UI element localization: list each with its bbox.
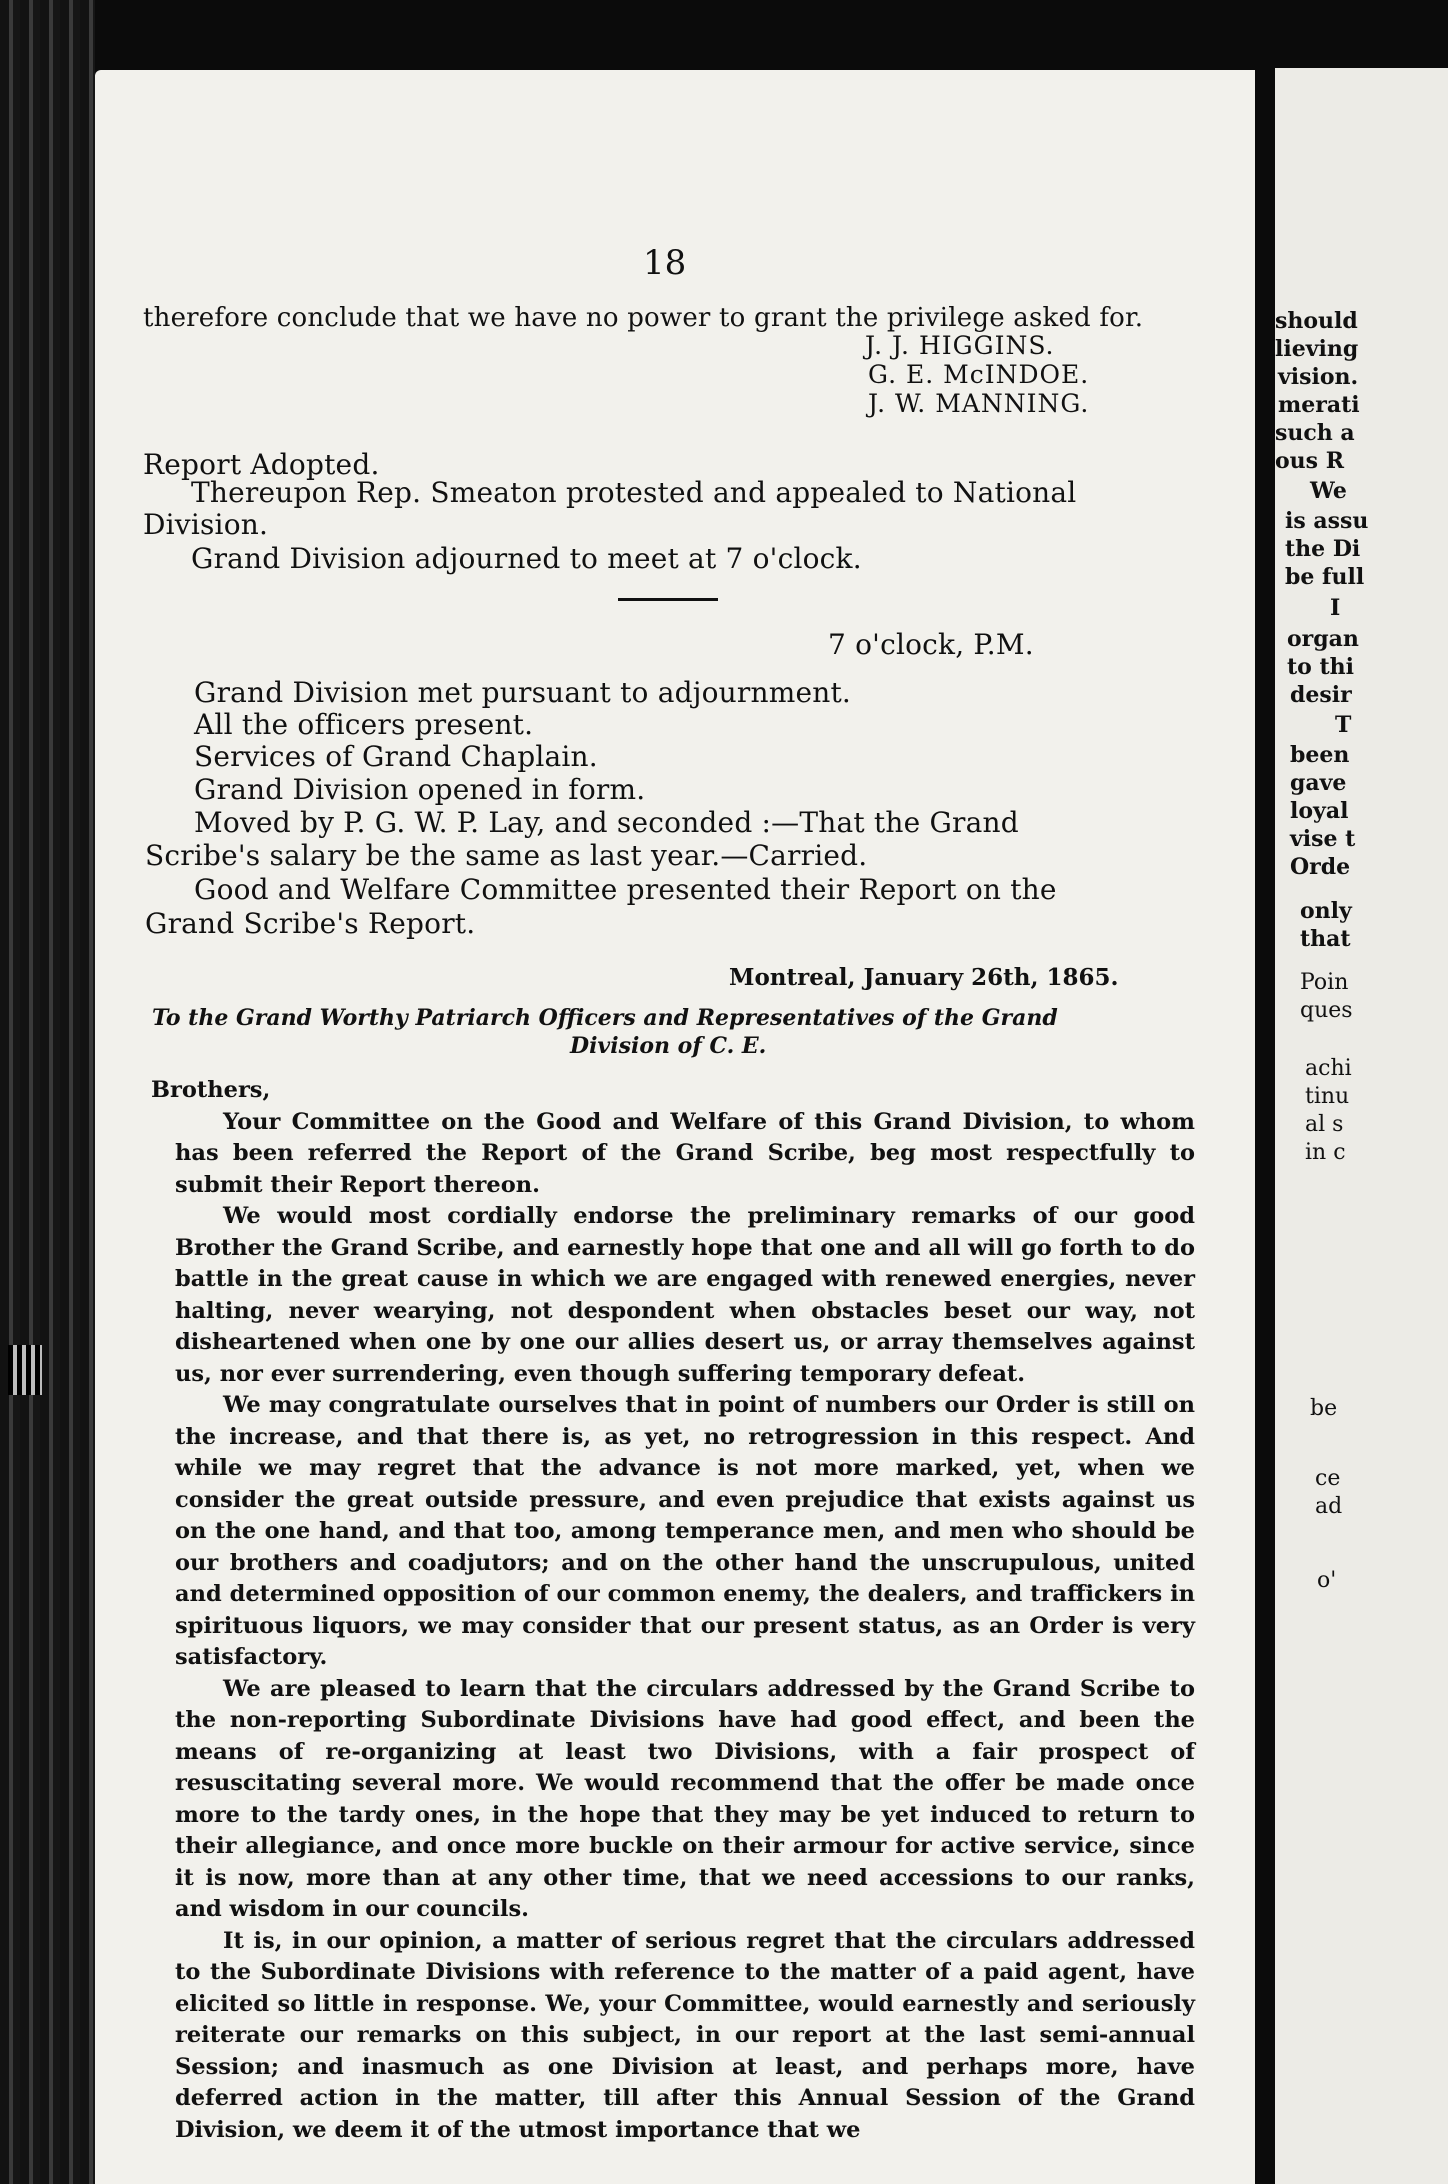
facing-fragment: merati xyxy=(1278,392,1360,418)
document-page xyxy=(95,70,1255,2184)
facing-fragment: o' xyxy=(1317,1568,1337,1593)
book-binding xyxy=(0,0,95,2184)
facing-fragment: We xyxy=(1310,478,1347,504)
report-address-cont: Division of C. E. xyxy=(570,1033,767,1059)
report-paragraph: It is, in our opinion, a matter of serious regret that the circulars addressed to the Subordinate Divisions with reference to the matter of a paid agent, have elicited so little in response. We, your Committee, would earnestly and seriously reiterate our remarks on this subject, in our report at the last semi-annual Session; and inasmuch as one Division at least, and perhaps more, have deferred action in the matter, till after this Annual Session of the Grand Division, we deem it of the utmost importance that we xyxy=(175,1927,1195,2143)
report-adopted: Report Adopted. xyxy=(143,448,380,481)
report-paragraph: Your Committee on the Good and Welfare of this Grand Division, to whom has been referred the Report of the Grand Scribe, beg most respectfully to submit their Report thereon. xyxy=(175,1108,1195,1198)
evening-time: 7 o'clock, P.M. xyxy=(828,628,1034,661)
section-divider xyxy=(618,598,718,601)
minutes-met: Grand Division met pursuant to adjournment. xyxy=(194,676,852,709)
facing-fragment: been xyxy=(1290,742,1350,768)
facing-fragment: to thi xyxy=(1287,654,1355,680)
minutes-opened: Grand Division opened in form. xyxy=(194,773,646,806)
facing-fragment: only xyxy=(1300,898,1352,924)
facing-fragment: vise t xyxy=(1290,826,1356,852)
facing-fragment: ce xyxy=(1315,1466,1341,1491)
facing-fragment: be xyxy=(1310,1396,1338,1421)
facing-fragment: I xyxy=(1330,595,1341,621)
report-address: To the Grand Worthy Patriarch Officers and Representatives of the Grand xyxy=(152,1005,1058,1031)
facing-fragment: ques xyxy=(1300,998,1353,1023)
facing-fragment: be full xyxy=(1285,564,1365,590)
page-number: 18 xyxy=(643,243,687,283)
scan-top-border xyxy=(0,0,1448,70)
facing-fragment: loyal xyxy=(1290,798,1349,824)
minutes-moved: Moved by P. G. W. P. Lay, and seconded :—That the Grand xyxy=(194,806,1019,839)
opening-line: therefore conclude that we have no power to grant the privilege asked for. xyxy=(143,303,1144,333)
facing-fragment: Poin xyxy=(1300,970,1349,995)
minutes-moved-cont: Scribe's salary be the same as last year.—Carried. xyxy=(145,839,868,872)
facing-fragment: gave xyxy=(1290,770,1347,796)
committee-report-body xyxy=(151,1075,1195,2146)
minutes-services: Services of Grand Chaplain. xyxy=(194,740,598,773)
report-place-date: Montreal, January 26th, 1865. xyxy=(729,964,1119,991)
facing-fragment: that xyxy=(1300,926,1351,952)
facing-fragment: desir xyxy=(1290,682,1352,708)
facing-fragment: in c xyxy=(1305,1140,1346,1165)
minutes-committee: Good and Welfare Committee presented their Report on the xyxy=(194,873,1057,906)
facing-fragment: ad xyxy=(1315,1494,1343,1519)
facing-fragment: lieving xyxy=(1275,336,1359,362)
facing-fragment: is assu xyxy=(1285,508,1369,534)
facing-fragment: ous R xyxy=(1275,448,1344,474)
facing-fragment: Orde xyxy=(1290,854,1351,880)
facing-fragment: the Di xyxy=(1285,536,1361,562)
report-paragraph: We are pleased to learn that the circulars addressed by the Grand Scribe to the non-reporting Subordinate Divisions have had good effect, and been the means of re-organizing at least two Divisions, with a fair prospect of resuscitating several more. We would recommend that the offer be made once more to the tardy ones, in the hope that they may be yet induced to return to their allegiance, and once more buckle on their armour for active service, since it is now, more than at any other time, that we need accessions to our ranks, and wisdom in our councils. xyxy=(175,1675,1195,1922)
protest-line: Thereupon Rep. Smeaton protested and appealed to National xyxy=(191,476,1077,509)
minutes-committee-cont: Grand Scribe's Report. xyxy=(145,907,476,940)
minutes-officers: All the officers present. xyxy=(194,708,534,741)
facing-fragment: should xyxy=(1275,308,1358,334)
facing-fragment: T xyxy=(1335,712,1352,738)
binding-marks xyxy=(8,1345,42,1395)
signatory-3: J. W. MANNING. xyxy=(868,389,1090,418)
facing-fragment: tinu xyxy=(1305,1084,1350,1109)
report-paragraph: We may congratulate ourselves that in point of numbers our Order is still on the increase, and that there is, as yet, no retrogression in this respect. And while we may regret that the advance is not more marked, yet, when we consider the great outside pressure, and even prejudice that exists against us on the one hand, and that too, among temperance men, and men who should be our brothers and coadjutors; and on the other hand the unscrupulous, united and determined opposition of our common enemy, the dealers, and traffickers in spirituous liquors, we may consider that our present status, as an Order is very satisfactory. xyxy=(175,1392,1195,1670)
report-paragraph: We would most cordially endorse the preliminary remarks of our good Brother the Grand Scribe, and earnestly hope that one and all will go forth to do battle in the great cause in which we are engaged with renewed energies, never halting, never wearying, not despondent when obstacles beset our way, not disheartened when one by one our allies desert us, or array themselves against us, nor ever surrendering, even though suffering temporary defeat. xyxy=(175,1203,1195,1387)
protest-line-cont: Division. xyxy=(143,508,269,541)
facing-fragment: vision. xyxy=(1278,364,1359,390)
facing-fragment: such a xyxy=(1275,420,1355,446)
facing-fragment: achi xyxy=(1305,1056,1352,1081)
facing-page xyxy=(1255,0,1448,2184)
adjourned-line: Grand Division adjourned to meet at 7 o'clock. xyxy=(191,542,862,575)
facing-fragment: organ xyxy=(1287,626,1359,652)
facing-fragment: al s xyxy=(1305,1112,1344,1137)
signatory-1: J. J. HIGGINS. xyxy=(865,331,1055,360)
report-salutation: Brothers, xyxy=(151,1077,271,1103)
signatory-2: G. E. McINDOE. xyxy=(868,360,1090,389)
facing-page-sheet xyxy=(1275,68,1448,2184)
